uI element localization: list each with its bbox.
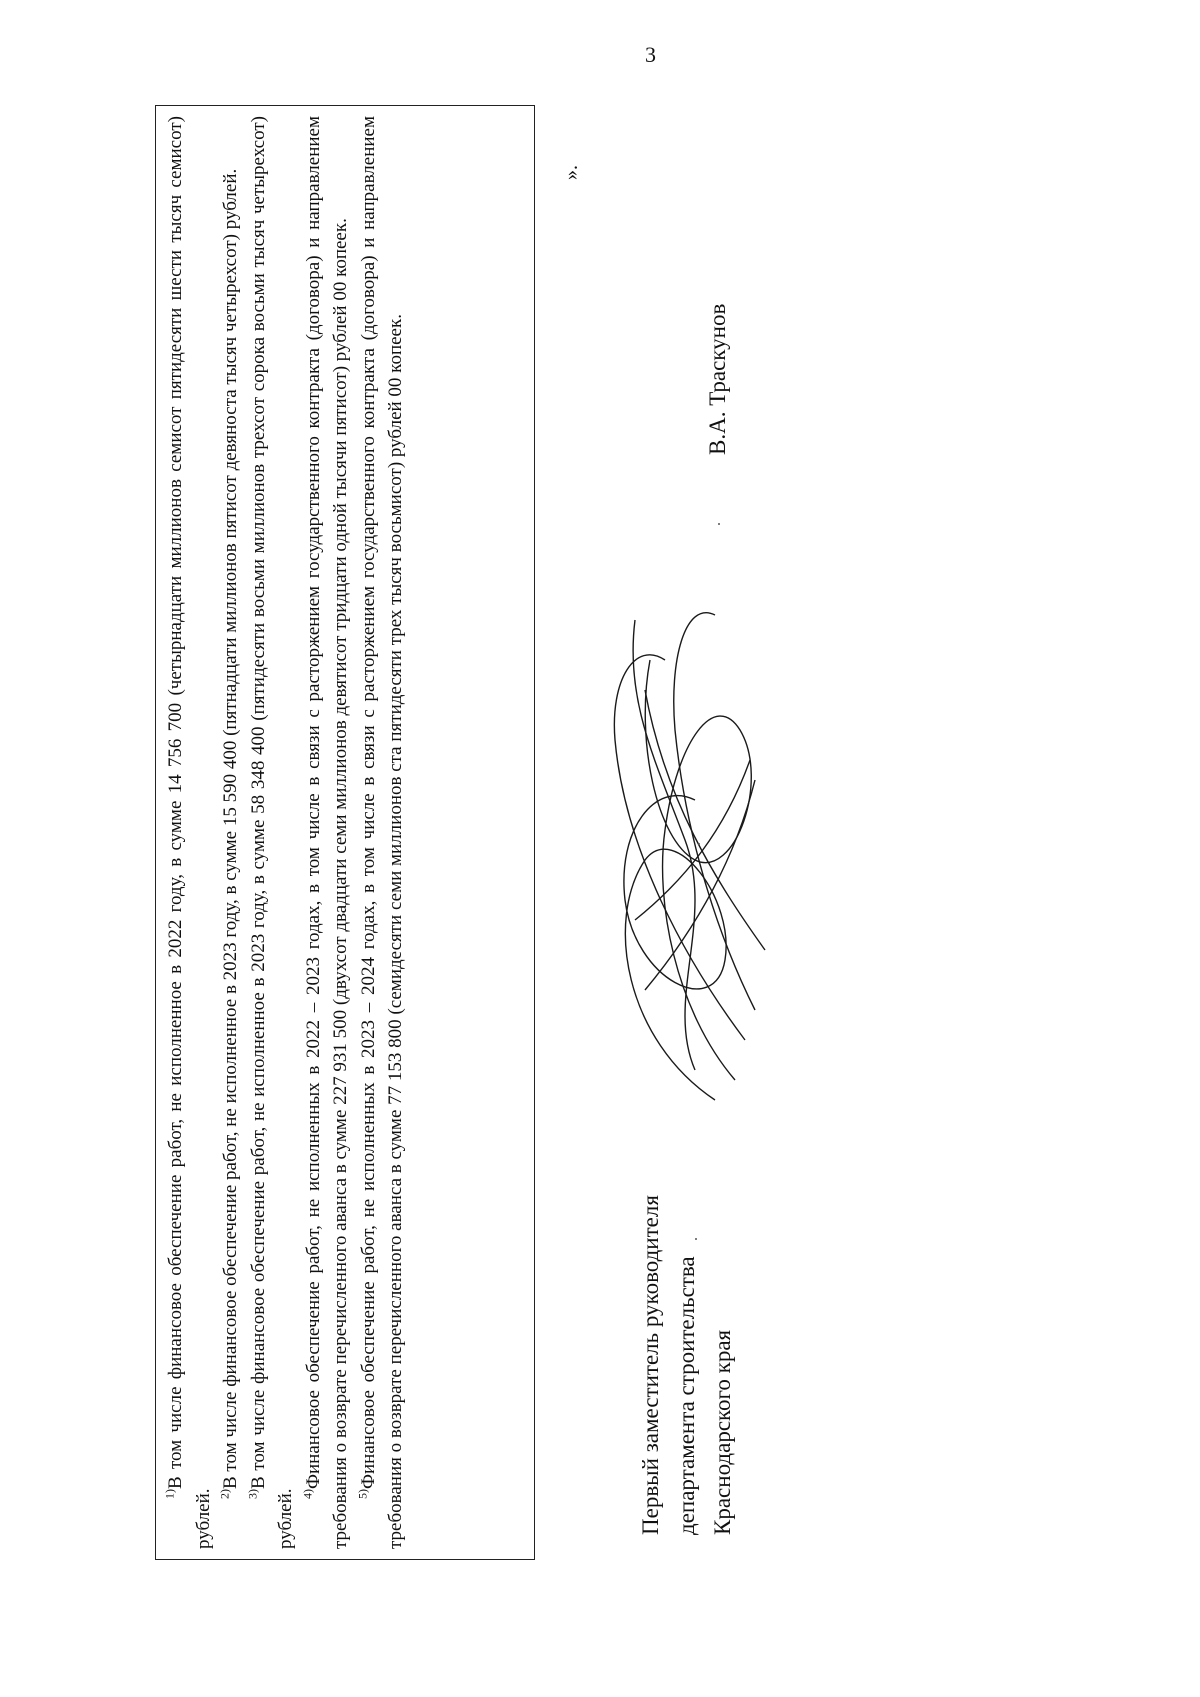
footnote-5-marker: 5): [355, 1489, 370, 1499]
signatory-position: [633, 1195, 741, 1535]
handwritten-signature: [565, 560, 795, 1160]
footnote-5: [355, 116, 410, 1549]
footnote-2-text: В том числе финансовое обеспечение работ, не исполненное в 2023 году, в сумме 15 590 400 (пятнадцати миллионов пятисот девяноста тысяч четырехсот) рублей.: [220, 168, 241, 1489]
scan-dot: [695, 1238, 697, 1240]
closing-quote: ».: [560, 165, 582, 180]
footnote-4-marker: 4): [300, 1489, 315, 1499]
signatory-position-line-3: Краснодарского края: [710, 1329, 735, 1535]
footnote-1-text: В том числе финансовое обеспечение работ, не исполненное в 2022 году, в сумме 14 756 700 (четырнадцати миллионов семисот пятидесяти шести тысяч семисот) рублей.: [165, 116, 214, 1549]
footnotes-box: [155, 105, 535, 1560]
signatory-position-line-2: департамента строительства: [674, 1256, 699, 1535]
footnote-3-marker: 3): [245, 1489, 260, 1499]
rotated-content: [155, 95, 795, 1560]
footnote-2-marker: 2): [217, 1489, 232, 1499]
footnote-1-marker: 1): [162, 1489, 177, 1499]
scan-dot: [698, 843, 700, 845]
footnote-1: [162, 116, 217, 1549]
footnote-4-text: Финансовое обеспечение работ, не исполненных в 2022 – 2023 годах, в том числе в связи с расторжением государственного контракта (договора) и направлением требования о возврате перечисленного аванса в сумме 227 931 500 (двухсот двадцати семи миллионов девятисот тридцати одной тысячи пятисот) рублей 00 копеек.: [302, 116, 351, 1549]
footnote-3-text: В том числе финансовое обеспечение работ, не исполненное в 2023 году, в сумме 58 348 400 (пятидесяти восьми миллионов трехсот сорока восьми тысяч четырехсот) рублей.: [247, 116, 296, 1549]
footnote-5-text: Финансовое обеспечение работ, не исполненных в 2023 – 2024 годах, в том числе в связи с расторжением государственного контракта (договора) и направлением требования о возврате перечисленного аванса в сумме 77 153 800 (семидесяти семи миллионов ста пятидесяти трех тысяч восьмисот) рублей 00 копеек.: [357, 116, 406, 1549]
signatory-name: В.А. Траскунов: [705, 303, 730, 455]
footnote-2: [217, 116, 245, 1549]
footnote-4: [300, 116, 355, 1549]
signatory-position-line-1: Первый заместитель руководителя: [638, 1195, 663, 1535]
page-number: 3: [645, 42, 656, 67]
footnote-3: [245, 116, 300, 1549]
scan-dot: [718, 523, 720, 525]
